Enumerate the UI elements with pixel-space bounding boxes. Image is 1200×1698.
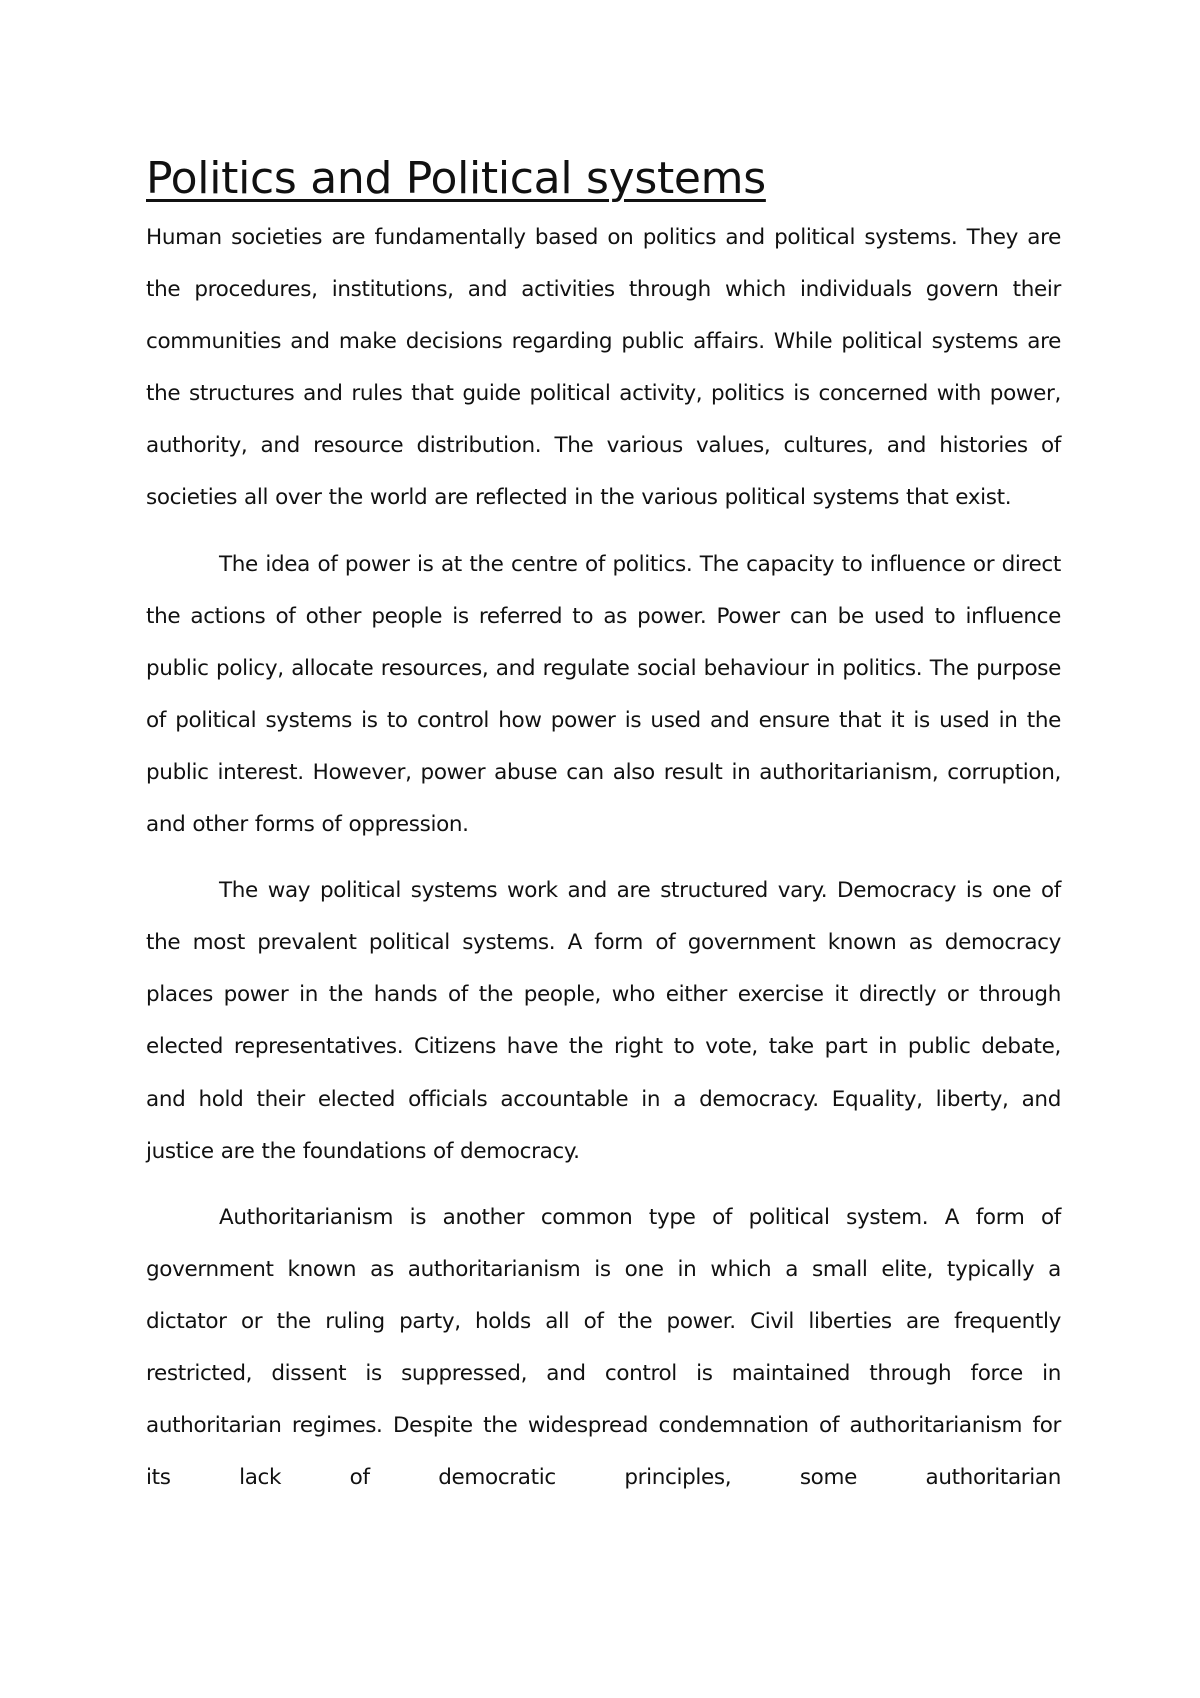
paragraph-democracy: The way political systems work and are structured vary. Democracy is one of the most prevalent political systems. A form of government known as democracy places power in the hands of the people, who either exercise it directly or through elected representatives. Citizens have the right to vote, take part in public debate, and hold their elected officials accountable in a democracy. Equality, liberty, and justice are the foundations of democracy. — [146, 878, 1061, 1164]
paragraph-intro: Human societies are fundamentally based on politics and political systems. They are the procedures, institutions, and activities through which individuals govern their communities and make decisions regarding public affairs. While political systems are the structures and rules that guide political activity, politics is concerned with power, authority, and resource distribution. The various values, cultures, and histories of societies all over the world are reflected in the various political systems that exist. — [146, 225, 1061, 511]
paragraph-authoritarianism: Authoritarianism is another common type of political system. A form of government known as authoritarianism is one in which a small elite, typically a dictator or the ruling party, holds all of the power. Civil liberties are frequently restricted, dissent is suppressed, and control is maintained through force in authoritarian regimes. Despite the widespread condemnation of authoritarianism for its lack of democratic principles, some authoritarian — [146, 1204, 1061, 1491]
document-body — [146, 150, 1061, 1504]
document-title: Politics and Political systems — [146, 153, 766, 204]
paragraph-power: The idea of power is at the centre of politics. The capacity to influence or direct the actions of other people is referred to as power. Power can be used to influence public policy, allocate resources, and regulate social behaviour in politics. The purpose of political systems is to control how power is used and ensure that it is used in the public interest. However, power abuse can also result in authoritarianism, corruption, and other forms of oppression. — [146, 551, 1061, 838]
